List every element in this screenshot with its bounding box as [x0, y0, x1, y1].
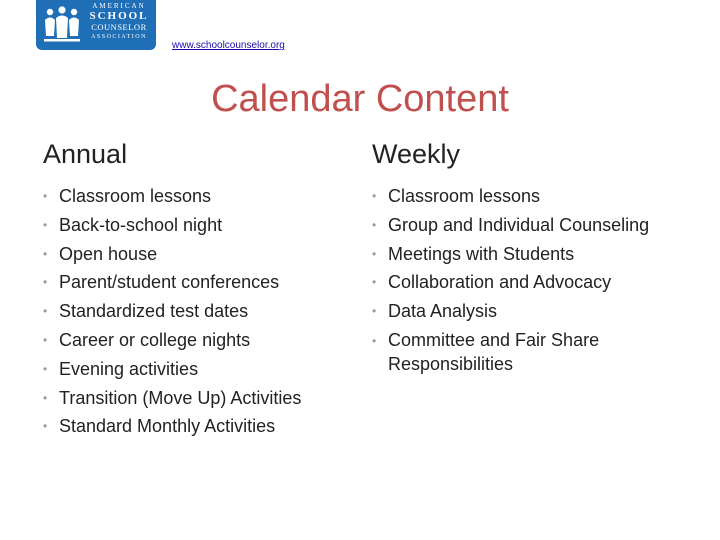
list-item-text: Parent/student conferences	[59, 272, 280, 293]
list-item	[372, 240, 649, 269]
list-item	[372, 326, 648, 376]
logo-line-association: ASSOCIATION	[91, 33, 147, 40]
list-item-text: Career or college nights	[59, 329, 251, 350]
bullet-icon: •	[43, 275, 48, 290]
weekly-heading: Weekly	[372, 139, 461, 169]
bullet-icon: •	[43, 361, 48, 376]
bullet-icon: •	[43, 419, 48, 434]
annual-list	[43, 182, 301, 441]
list-item-text: Back-to-school night	[59, 214, 223, 235]
logo-wordmark	[86, 3, 152, 40]
list-item-text: Open house	[59, 243, 158, 264]
bullet-icon: •	[43, 390, 48, 405]
weekly-column	[372, 136, 649, 376]
list-item	[43, 412, 301, 441]
list-item	[43, 355, 301, 384]
list-item-text: Collaboration and Advocacy	[388, 272, 612, 293]
list-item	[43, 297, 301, 326]
list-item	[43, 182, 301, 211]
bullet-icon: •	[372, 217, 377, 232]
people-logo-icon	[42, 6, 82, 44]
annual-heading: Annual	[43, 139, 128, 169]
annual-column	[43, 136, 301, 441]
list-item-text: Standard Monthly Activities	[59, 416, 276, 437]
list-item-text: Data Analysis	[388, 301, 498, 322]
bullet-icon: •	[43, 332, 48, 347]
bullet-icon: •	[372, 304, 377, 319]
bullet-icon: •	[43, 217, 48, 232]
list-item-text: Meetings with Students	[388, 243, 575, 264]
page-title: Calendar Content	[211, 78, 509, 120]
bullet-icon: •	[43, 246, 48, 261]
list-item	[43, 384, 301, 413]
list-item-text: Group and Individual Counseling	[388, 214, 650, 235]
list-item-text: Transition (Move Up) Activities	[59, 387, 302, 408]
list-item	[43, 268, 301, 297]
bullet-icon: •	[372, 246, 377, 261]
weekly-list	[372, 182, 649, 376]
list-item	[372, 211, 649, 240]
logo-line-counselor: COUNSELOR	[91, 22, 147, 32]
list-item-text: Evening activities	[59, 358, 199, 379]
list-item-text: Classroom lessons	[59, 186, 212, 206]
list-item-text: Committee and Fair Share Responsibilities	[388, 329, 600, 374]
asca-logo[interactable]	[36, 0, 156, 50]
bullet-icon: •	[372, 189, 377, 203]
list-item	[372, 268, 649, 297]
list-item	[43, 211, 301, 240]
bullet-icon: •	[43, 189, 48, 203]
site-link[interactable]: www.schoolcounselor.org	[172, 40, 285, 51]
logo-line-school: SCHOOL	[89, 10, 149, 22]
list-item	[43, 326, 301, 355]
list-item-text: Classroom lessons	[388, 186, 541, 206]
bullet-icon: •	[372, 275, 377, 290]
list-item-text: Standardized test dates	[59, 301, 249, 322]
logo-line-american: AMERICAN	[92, 2, 146, 10]
list-item	[43, 240, 301, 269]
list-item	[372, 297, 649, 326]
list-item	[372, 182, 649, 211]
bullet-icon: •	[372, 333, 377, 348]
bullet-icon: •	[43, 304, 48, 319]
